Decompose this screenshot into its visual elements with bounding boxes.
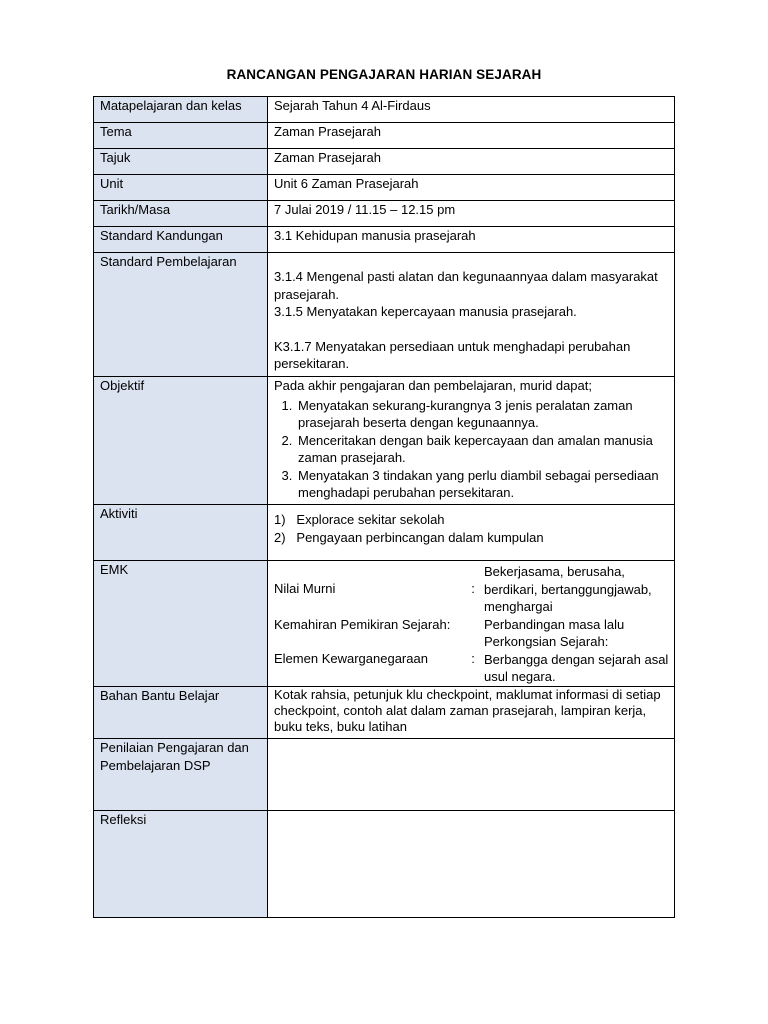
sp-line-2: 3.1.5 Menyatakan kepercayaan manusia prasejarah. — [274, 304, 577, 319]
label-aktiviti: Aktiviti — [94, 505, 268, 561]
label-tajuk: Tajuk — [94, 149, 268, 175]
label-unit: Unit — [94, 175, 268, 201]
label-objektif: Objektif — [94, 377, 268, 505]
sp-line-1: 3.1.4 Mengenal pasti alatan dan kegunaannyaa dalam masyarakat prasejarah. — [274, 269, 658, 302]
value-tajuk: Zaman Prasejarah — [268, 149, 675, 175]
label-penilaian: Penilaian Pengajaran dan Pembelajaran DSP — [94, 739, 268, 811]
row-standard-pembelajaran — [94, 253, 675, 377]
row-unit — [94, 175, 675, 201]
row-objektif — [94, 377, 675, 505]
label-bahan: Bahan Bantu Belajar — [94, 687, 268, 739]
label-tarikh: Tarikh/Masa — [94, 201, 268, 227]
sp-line-3: K3.1.7 Menyatakan persediaan untuk menghadapi perubahan persekitaran. — [274, 338, 631, 371]
objektif-list — [274, 397, 668, 502]
emk-kemahiran-value: Perbandingan masa lalu — [484, 616, 625, 632]
row-tarikh — [94, 201, 675, 227]
objektif-item: 1. Menyatakan sekurang-kurangnya 3 jenis peralatan zaman prasejarah beserta dengan kegunaannya. — [296, 397, 668, 432]
row-tema — [94, 123, 675, 149]
emk-grid — [274, 563, 672, 686]
aktiviti-item: 2) Pengayaan perbincangan dalam kumpulan — [274, 529, 544, 545]
row-bahan — [94, 687, 675, 739]
value-aktiviti — [268, 505, 675, 561]
row-matapelajaran — [94, 97, 675, 123]
label-tema: Tema — [94, 123, 268, 149]
label-standard-pembelajaran: Standard Pembelajaran — [94, 253, 268, 377]
label-standard-kandungan: Standard Kandungan — [94, 227, 268, 253]
row-standard-kandungan — [94, 227, 675, 253]
emk-elemen-value-main: Berbangga dengan sejarah asal usul negara. — [484, 651, 669, 684]
value-bahan: Kotak rahsia, petunjuk klu checkpoint, maklumat informasi di setiap checkpoint, contoh alat dalam zaman prasejarah, lampiran kerja, buku teks, buku latihan — [268, 687, 675, 739]
emk-elemen-name: Elemen Kewarganegaraan — [274, 651, 428, 666]
row-refleksi — [94, 811, 675, 918]
emk-kemahiran-spacer — [462, 616, 484, 634]
document-title: RANCANGAN PENGAJARAN HARIAN SEJARAH — [226, 67, 542, 82]
aktiviti-item: 1) Explorace sekitar sekolah — [274, 512, 445, 527]
emk-kemahiran-name: Kemahiran Pemikiran Sejarah: — [274, 616, 451, 632]
lesson-plan-table — [93, 96, 675, 918]
label-matapelajaran: Matapelajaran dan kelas — [94, 97, 268, 123]
emk-nilai-name: Nilai Murni — [274, 581, 336, 596]
emk-nilai-value: Bekerjasama, berusaha, berdikari, bertanggungjawab, menghargai — [484, 564, 652, 614]
value-tema: Zaman Prasejarah — [268, 123, 675, 149]
emk-elemen-colon: : — [471, 651, 475, 666]
value-emk — [268, 561, 675, 687]
row-tajuk — [94, 149, 675, 175]
value-penilaian — [268, 739, 675, 811]
label-refleksi: Refleksi — [94, 811, 268, 918]
row-penilaian — [94, 739, 675, 811]
objektif-item: 2. Menceritakan dengan baik kepercayaan dan amalan manusia zaman prasejarah. — [296, 432, 668, 467]
emk-nilai-colon: : — [471, 581, 475, 596]
emk-elemen-value — [484, 633, 672, 686]
value-standard-pembelajaran — [268, 253, 675, 377]
value-matapelajaran: Sejarah Tahun 4 Al-Firdaus — [268, 97, 675, 123]
row-aktiviti — [94, 505, 675, 561]
value-objektif — [268, 377, 675, 505]
value-refleksi — [268, 811, 675, 918]
row-emk — [94, 561, 675, 687]
value-tarikh: 7 Julai 2019 / 11.15 – 12.15 pm — [268, 201, 675, 227]
objektif-intro: Pada akhir pengajaran dan pembelajaran, murid dapat; — [274, 378, 592, 393]
value-unit: Unit 6 Zaman Prasejarah — [268, 175, 675, 201]
objektif-item: 3. Menyatakan 3 tindakan yang perlu diambil sebagai persediaan menghadapi perubahan persekitaran. — [296, 467, 668, 502]
label-emk: EMK — [94, 561, 268, 687]
value-standard-kandungan: 3.1 Kehidupan manusia prasejarah — [268, 227, 675, 253]
emk-elemen-value-top: Perkongsian Sejarah: — [484, 634, 609, 649]
